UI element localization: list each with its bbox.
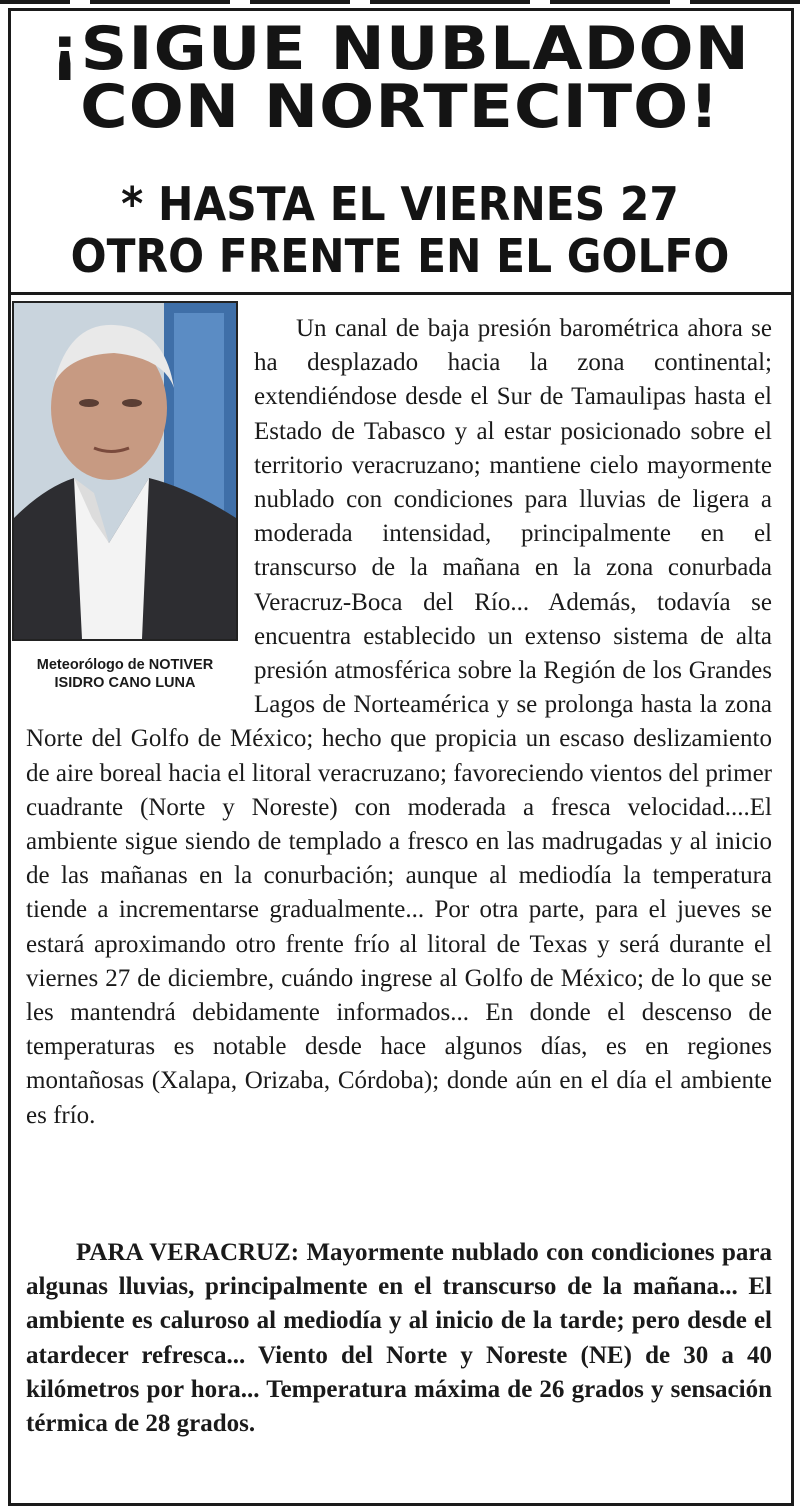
photo-wrap-spacer <box>26 312 254 716</box>
article-body-text: Un canal de baja presión barométrica ahora se ha desplazado hacia la zona continental; extendiéndose desde el Sur de Tamaulipas hasta el Estado de Tabasco y al estar posicionado sobre el territorio veracruzano; mantiene cielo mayormente nublado con condiciones para lluvias de ligera a moderada intensidad, principalmente en el transcurso de la mañana en la zona conurbada Veracruz-Boca del Río... Además, todavía se encuentra establecido un extenso sistema de alta presión atmosférica sobre la Región de los Grandes Lagos de Norteamérica y se prolonga hasta la zona Norte del Golfo de México; hecho que propicia un escaso deslizamiento de aire boreal hacia el litoral veracruzano; favoreciendo vientos del primer cuadrante (Norte y Noreste) con moderada a fresca velocidad....El ambiente sigue siendo de templado a fresco en las madrugadas y al inicio de las mañanas en la conurbación; aunque al mediodía la temperatura tiende a incrementarse gradualmente... Por otra parte, para el jueves se estará aproximando otro frente frío al litoral de Texas y será durante el viernes 27 de diciembre, cuándo ingrese al Golfo de México; de lo que se les mantendrá debidamente informados... En donde el descenso de temperaturas es notable desde hace algunos días, es en regiones montañosas (Xalapa, Orizaba, Córdoba); donde aún en el día el ambiente es frío. <box>26 315 772 1129</box>
headline <box>0 14 800 142</box>
headline-line-1: ¡SIGUE NUBLADON <box>50 14 750 84</box>
top-edge-strip <box>0 0 800 8</box>
veracruz-forecast <box>26 1236 772 1441</box>
caption-line-1: Meteorólogo de NOTIVER <box>36 657 214 673</box>
headline-line-2: CON NORTECITO! <box>80 72 720 142</box>
header-divider <box>11 292 791 295</box>
subheadline <box>45 178 755 282</box>
forecast-text: PARA VERACRUZ: Mayormente nublado con condiciones para algunas lluvias, principalmente en el transcurso de la mañana... El ambiente es caluroso al mediodía y al inicio de la tarde; pero desde el atardecer refresca... Viento del Norte y Noreste (NE) de 30 a 40 kilómetros por hora... Temperatura máxima de 26 grados y sensación térmica de 28 grados. <box>26 1239 772 1438</box>
subheadline-line-2: OTRO FRENTE EN EL GOLFO <box>70 229 730 283</box>
subheadline-line-1: * HASTA EL VIERNES 27 <box>121 177 679 231</box>
caption-line-2: ISIDRO CANO LUNA <box>54 675 196 691</box>
article-body <box>26 312 772 1133</box>
